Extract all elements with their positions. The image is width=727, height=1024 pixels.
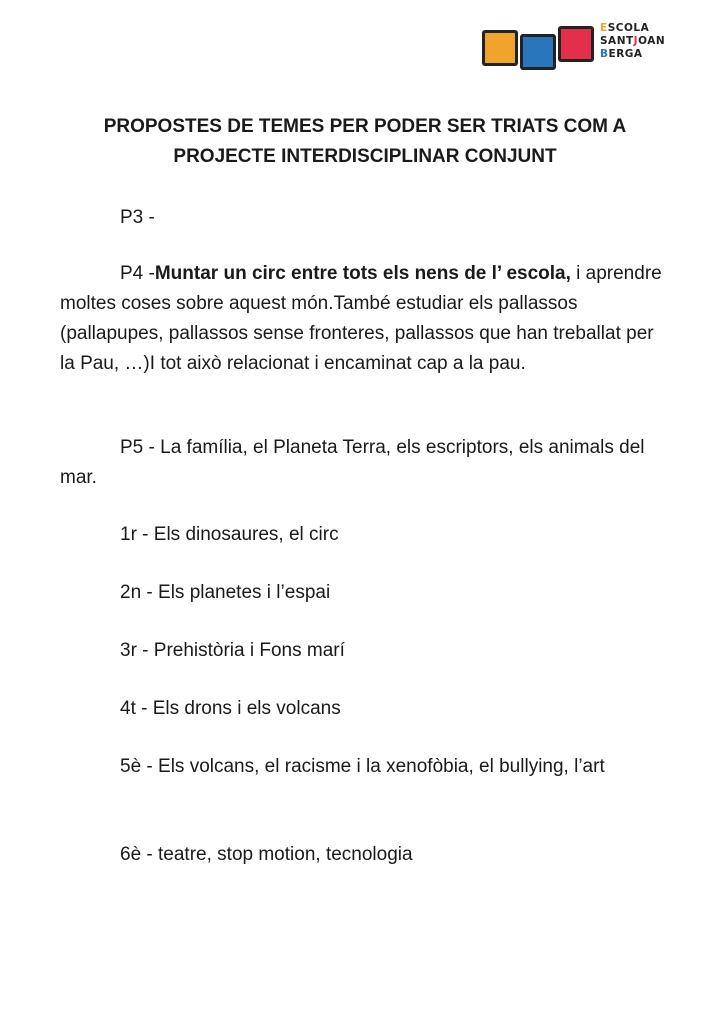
logo-line-1: ESCOLA xyxy=(600,22,650,34)
school-logo xyxy=(482,22,682,72)
logo-blue-square xyxy=(520,34,556,70)
item-grade-2: 2n - Els planetes i l’espai xyxy=(120,582,331,603)
item-p4: P4 -Muntar un circ entre tots els nens de l’ escola, i aprendre moltes coses sobre aquest món.També estudiar els pallassos (pallapupes, pallassos sense fronteres, pallassos que han treballat per la Pau, …)I tot això relacionat i encaminat cap a la pau. xyxy=(60,263,662,374)
logo-line-2: SANTJOAN xyxy=(600,35,666,47)
logo-text xyxy=(600,22,665,61)
p4-highlight: Muntar un circ entre tots els nens de l’ escola, xyxy=(154,263,571,284)
item-grade-5: 5è - Els volcans, el racisme i la xenofòbia, el bullying, l’art xyxy=(120,756,605,777)
logo-orange-square xyxy=(482,30,518,66)
item-grade-6: 6è - teatre, stop motion, tecnologia xyxy=(120,844,413,865)
title-line-1: PROPOSTES DE TEMES PER PODER SER TRIATS COM A xyxy=(103,116,627,137)
item-p5: P5 - La família, el Planeta Terra, els escriptors, els animals del mar. xyxy=(60,437,645,488)
logo-line-3: BERGA xyxy=(600,48,643,60)
document-title xyxy=(40,112,690,172)
item-grade-3: 3r - Prehistòria i Fons marí xyxy=(120,640,345,661)
title-line-2: PROJECTE INTERDISCIPLINAR CONJUNT xyxy=(173,146,557,167)
item-grade-1: 1r - Els dinosaures, el circ xyxy=(120,524,339,545)
item-grade-4: 4t - Els drons i els volcans xyxy=(120,698,341,719)
logo-red-square xyxy=(558,26,594,62)
item-p3: P3 - xyxy=(120,207,155,228)
